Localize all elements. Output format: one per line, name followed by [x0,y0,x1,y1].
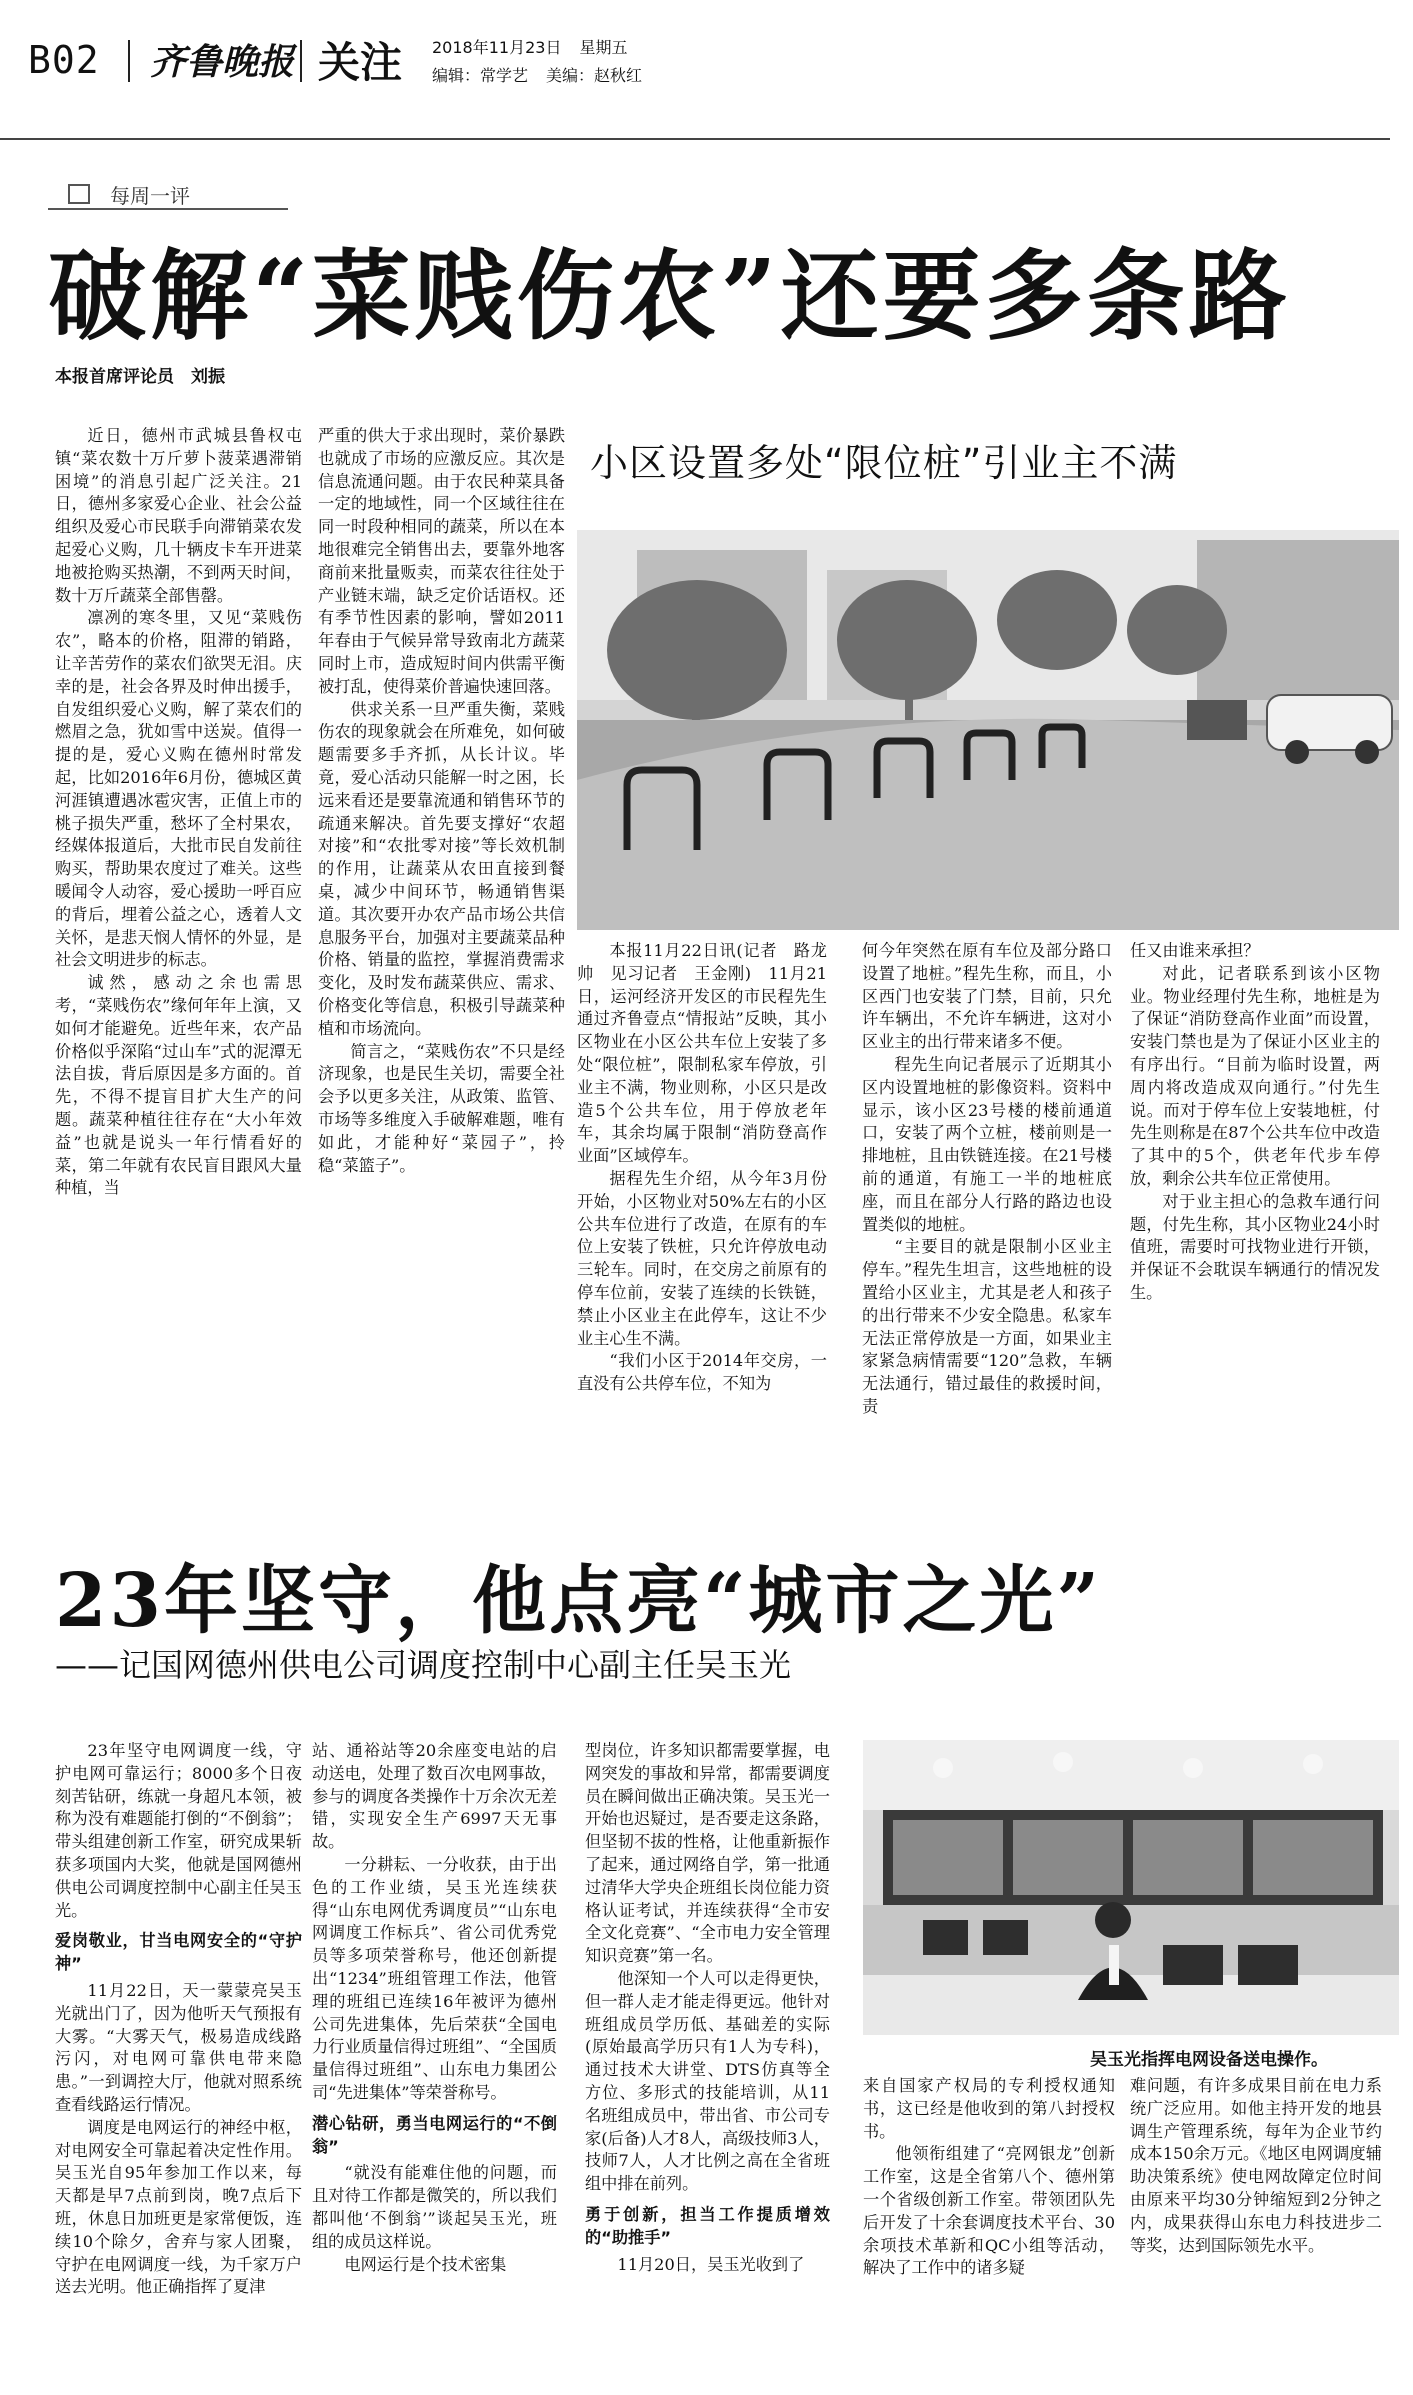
section-subhead: 潜心钻研，勇当电网运行的“不倒翁” [312,2113,557,2156]
masthead-rule [0,138,1390,140]
issue-date: 2018年11月23日 [432,38,562,57]
paragraph: 凛冽的寒冬里，又见“菜贱伤农”，略本的价格，阻滞的销路，让辛苦劳作的菜农们欲哭无泪。庆幸的是，社会各界及时伸出援手，自发组织爱心义购，解了菜农们的燃眉之急，犹如雪中送炭。值得一提的是，爱心义购在德州时常发起，比如2016年6月份，德城区黄河涯镇遭遇冰雹灾害，正值上市的桃子损失严重，愁坏了全村果农，经媒体报道后，大批市民自发前往购买，帮助果农度过了难关。这些暖闻令人动容，爱心援助一呼百应的背后，埋着公益之心，透着人文关怀，是悲天悯人情怀的外显，是社会文明进步的标志。 [55,608,302,970]
paper-logo: 齐鲁晚报 [150,41,295,83]
editorial-column-2 [318,425,565,1177]
paragraph: 何今年突然在原有车位及部分路口设置了地桩。”程先生称，而且，小区西门也安装了门禁，目前，只允许车辆出，不允许车辆进，这对小区业主的出行带来诸多不便。 [862,941,1112,1052]
column-tag-label: 每周一评 [110,184,190,208]
paragraph: 据程先生介绍，从今年3月份开始，小区物业对50%左右的小区公共车位进行了改造，在原有的车位上安装了铁桩，只允许停放电动三轮车。同时，在交房之前原有的停车位前，安装了连续的长铁链，禁止小区业主在此停车，这让不少业主心生不满。 [577,1168,827,1348]
paragraph: 他深知一个人可以走得更快，但一群人走才能走得更远。他针对班组成员学历低、基础差的实际(原始最高学历只有1人为专科)，通过技术大讲堂、DTS仿真等全方位、多形式的技能培训，从11名班组成员中，带出省、市公司专家(后备)人才8人，高级技师3人，技师7人，人才比例之高在全省班组中排在前列。 [585,1968,830,2194]
editorial-headline: 破解“菜贱伤农”还要多条路 [48,239,1291,354]
paragraph: 近日，德州市武城县鲁权屯镇“菜农数十万斤萝卜菠菜遇滞销困境”的消息引起广泛关注。21日，德州多家爱心企业、社会公益组织及爱心市民联手向滞销菜农发起爱心义购，几十辆皮卡车开进菜地被抢购买热潮，不到两天时间，数十万斤蔬菜全部售罄。 [55,426,302,605]
section-subhead: 爱岗敬业，甘当电网安全的“守护神” [55,1931,302,1974]
editor-credit: 编辑：常学艺 [432,66,529,85]
issue-meta [432,34,660,90]
feature-subtitle: ——记国网德州供电公司调度控制中心副主任吴玉光 [55,1646,792,1684]
section-name: 关注 [318,38,403,87]
paragraph: 简言之，“菜贱伤农”不只是经济现象，也是民生关切，需要全社会予以更多关注，从政策、监管、市场等多维度入手破解难题，唯有如此，才能种好“菜园子”，拎稳“菜篮子”。 [318,1041,565,1175]
column-tag [48,178,288,210]
page-number: B02 [28,38,100,82]
paragraph: 供求关系一旦严重失衡，菜贱伤农的现象就会在所难免，如何破题需要多手齐抓，从长计议。毕竟，爱心活动只能解一时之困，长远来看还是要靠流通和销售环节的疏通来解决。首先要支撑好“农超对接”和“农批零对接”等长效机制的作用，让蔬菜从农田直接到餐桌，减少中间环节，畅通销售渠道。其次要开办农产品市场公共信息服务平台，加强对主要蔬菜品种价格、销量的监控，掌握消费需求变化，及时发布蔬菜供应、需求、价格变化等信息，积极引导蔬菜种植和市场流向。 [318,699,565,1038]
paragraph: 对此，记者联系到该小区物业。物业经理付先生称，地桩是为了保证“消防登高作业面”而设置，安装门禁也是为了保证小区业主的有序出行。“目前为临时设置，两周内将改造成双向通行。”付先生说。而对于停车位上安装地桩，付先生则称是在87个公共车位中改造了其中的5个，供老年代步车停放，剩余公共车位正常使用。 [1130,963,1380,1188]
paragraph: 站、通裕站等20余座变电站的启动送电，处理了数百次电网事故，参与的调度各类操作十万余次无差错，实现安全生产6997天无事故。 [312,1741,557,1852]
news-column-1 [577,940,827,1396]
photo-caption: 吴玉光指挥电网设备送电操作。 [1090,2050,1328,2070]
paragraph: 来自国家产权局的专利授权通知书，这已经是他收到的第八封授权书。 [863,2076,1115,2141]
paragraph: 对于业主担心的急救车通行问题，付先生称，其小区物业24小时值班，需要时可找物业进行开锁，并保证不会耽误车辆通行的情况发生。 [1130,1191,1380,1302]
masthead-divider [128,40,130,82]
paragraph: 程先生向记者展示了近期其小区内设置地桩的影像资料。资料中显示，该小区23号楼的楼前通道口，安装了两个立桩，楼前则是一排地桩，且由铁链连接。在21号楼前的通道，有施工一半的地桩底座，而且在部分人行路的路边也设置类似的地桩。 [862,1054,1112,1234]
parking-posts-photo [577,530,1399,930]
paragraph: “主要目的就是限制小区业主停车。”程先生坦言，这些地桩的设置给小区业主，尤其是老人和孩子的出行带来不少安全隐患。私家车无法正常停放是一方面，如果业主家紧急病情需要“120”急救，车辆无法通行，错过最佳的救援时间，责 [862,1237,1112,1416]
news-column-2 [862,940,1112,1419]
paragraph: 电网运行是个技术密集 [344,2254,507,2274]
feature-column-2 [312,1740,557,2276]
paragraph: 11月22日，天一蒙蒙亮吴玉光就出门了，因为他听天气预报有大雾。“大雾天气，极易造成线路污闪，对电网可靠供电带来隐患。”一到调控大厅，他就对照系统查看线路运行情况。 [55,1980,302,2114]
feature-column-3 [585,1740,830,2276]
paragraph: 一分耕耘、一分收获，由于出色的工作业绩，吴玉光连续获得“山东电网优秀调度员”“山东电网调度工作标兵”、省公司优秀党员等多项荣誉称号，他还创新提出“1234”班组管理工作法，他管理的班组已连续16年被评为德州公司先进集体，先后荣获“全国电力行业质量信得过班组”、“全国质量信得过班组”、山东电力集团公司“先进集体”等荣誉称号。 [312,1854,557,2102]
paragraph: 本报11月22日讯(记者 路龙帅 见习记者 王金刚) 11月21日，运河经济开发区的市民程先生通过齐鲁壹点“情报站”反映，其小区物业在小区公共车位上安装了多处“限位桩”，限制私家车停放，引业主不满，物业则称，小区只是改造5个公共车位，用于停放老年车，其余均属于限制“消防登高作业面”区域停车。 [577,941,827,1166]
paragraph: 调度是电网运行的神经中枢，对电网安全可靠起着决定性作用。吴玉光自95年参加工作以来，每天都是早7点前到岗，晚7点后下班，休息日加班更是家常便饭，连续10个除夕，舍弃与家人团聚，守护在电网调度一线，为千家万户送去光明。他正确指挥了夏津 [55,2117,302,2297]
editorial-column-1 [55,425,302,1200]
feature-column-5 [1130,2075,1382,2257]
control-room-photo [863,1740,1399,2035]
paragraph: 型岗位，许多知识都需要掌握，电网突发的事故和异常，都需要调度员在瞬间做出正确决策。吴玉光一开始也迟疑过，是否要走这条路，但坚韧不拔的性格，让他重新振作了起来，通过网络自学，第一批通过清华大学央企班组长岗位能力资格认证考试，并连续获得“全市安全文化竞赛”、“全市电力安全管理知识竞赛”第一名。 [585,1741,830,1966]
masthead-divider [300,40,302,82]
designer-credit: 美编：赵秋红 [546,66,643,85]
issue-weekday: 星期五 [579,38,628,57]
paragraph: 11月20日，吴玉光收到了 [617,2254,805,2274]
paragraph: 难问题，有许多成果目前在电力系统广泛应用。如他主持开发的地县调生产管理系统，每年为企业节约成本150余万元。《地区电网调度辅助决策系统》使电网故障定位时间由原来平均30分钟缩短到2分钟之内，成果获得山东电力科技进步二等奖，达到国际领先水平。 [1130,2076,1382,2255]
paragraph: 严重的供大于求出现时，菜价暴跌也就成了市场的应激反应。其次是信息流通问题。由于农民种菜具备一定的地域性，同一个区域往往在同一时段种相同的蔬菜，所以在本地很难完全销售出去，要靠外地客商前来批量贩卖，而菜农往往处于产业链末端，缺乏定价话语权。还有季节性因素的影响，譬如2011年春由于气候异常导致南北方蔬菜同时上市，造成短时间内供需平衡被打乱，使得菜价普遍快速回落。 [318,426,565,696]
paragraph: 23年坚守电网调度一线，守护电网可靠运行；8000多个日夜刻苦钻研，练就一身超凡本领，被称为没有难题能打倒的“不倒翁”；带头组建创新工作室，研究成果斩获多项国内大奖，他就是国网德州供电公司调度控制中心副主任吴玉光。 [55,1741,302,1920]
news-headline: 小区设置多处“限位桩”引业主不满 [590,441,1178,485]
paragraph: 诚然，感动之余也需思考，“菜贱伤农”缘何年年上演，又如何才能避免。近些年来，农产品价格似乎深陷“过山车”式的泥潭无法自拔，背后原因是多方面的。首先，不得不提盲目扩大生产的问题。蔬菜种植往往存在“大小年效益”也就是说头一年行情看好的菜，第二年就有农民盲目跟风大量种植，当 [55,973,302,1198]
paragraph: “就没有能难住他的问题，而且对待工作都是微笑的，所以我们都叫他‘不倒翁’”谈起吴玉光，班组的成员这样说。 [312,2163,557,2251]
news-column-3 [1130,940,1380,1305]
section-subhead: 勇于创新，担当工作提质增效的“助推手” [585,2204,830,2247]
feature-column-4 [863,2075,1115,2280]
column-tag-icon [68,184,90,204]
feature-column-1 [55,1740,302,2299]
paragraph: 他领衔组建了“亮网银龙”创新工作室，这是全省第八个、德州第一个省级创新工作室。带领团队先后开发了十余套调度技术平台、30余项技术革新和QC小组等活动，解决了工作中的诸多疑 [863,2144,1115,2278]
paragraph: “我们小区于2014年交房，一直没有公共停车位，不知为 [577,1351,827,1394]
feature-headline: 23年坚守，他点亮“城市之光” [55,1558,1103,1644]
paragraph: 任又由谁来承担？ [1130,941,1260,960]
editorial-byline: 本报首席评论员 刘振 [55,367,225,387]
